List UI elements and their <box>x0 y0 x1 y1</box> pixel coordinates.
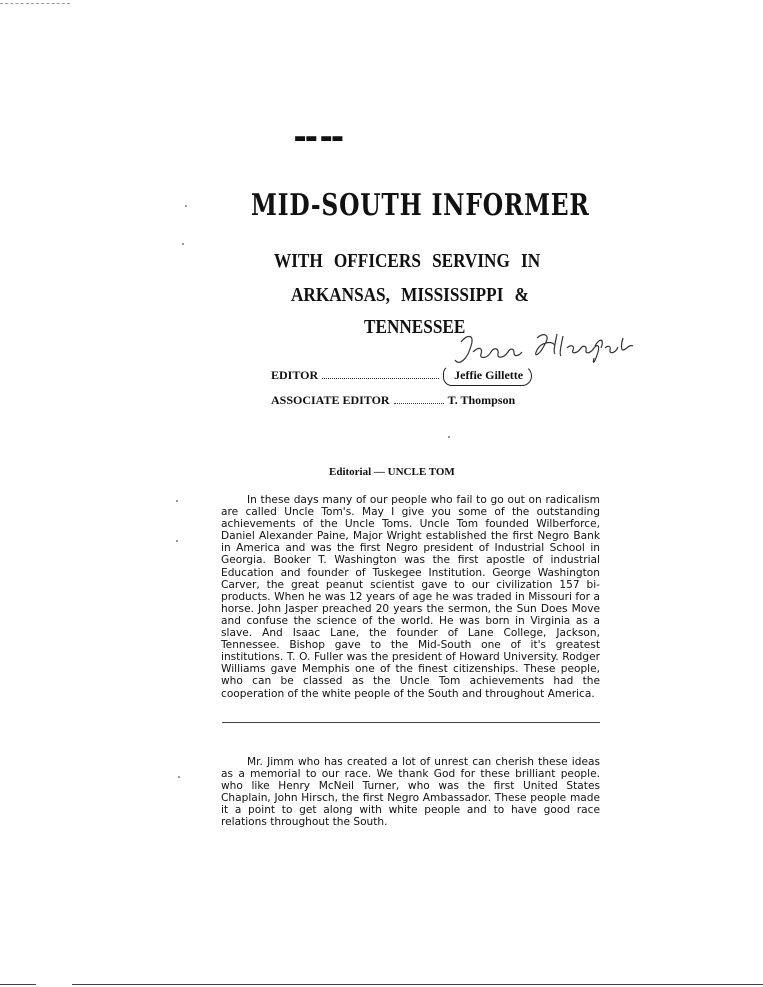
scan-edge-top <box>0 3 70 4</box>
subtitle-line-2: ARKANSAS, MISSISSIPPI & <box>291 284 529 306</box>
scan-strike-line <box>222 722 600 723</box>
editor-name: Jeffie Gillette <box>443 365 532 386</box>
editor-label: EDITOR <box>271 368 319 382</box>
subtitle-line-1: WITH OFFICERS SERVING IN <box>274 250 541 272</box>
associate-editor-line <box>271 393 515 408</box>
scan-speck <box>448 436 450 438</box>
editorial-paragraph-2: Mr. Jimm who has created a lot of unrest can cherish these ideas as a memorial to our race. We thank God for these brilliant people. who like Henry McNeil Turner, who was the first United States Chaplain, John Hirsch, the first Negro Ambassador. These people made it a point to get along with white people and to have good race relations throughout the South. <box>221 756 600 829</box>
scan-speck <box>176 500 178 502</box>
scan-edge-gap <box>36 982 72 987</box>
editorial-paragraph-1: In these days many of our people who fail to go out on radicalism are called Uncle Tom's. May I give you some of the outstanding achievements of the Uncle Toms. Uncle Tom founded Wilberforce, Daniel Alexander Paine, Major Wright established the first Negro Bank in America and was the first Negro president of Industrial School in Georgia. Booker T. Washington was the first apostle of industrial Education and founder of Tuskegee Institution. George Washington Carver, the great peanut scientist gave to our civilization 157 bi-products. When he was 12 years of age he was traded in Missouri for a horse. John Jasper preached 20 years the sermon, the Sun Does Move and confuse the science of the world. He was born in Virginia as a slave. And Isaac Lane, the founder of Lane College, Jackson, Tennessee. Bishop gave to the Mid-South one of it's greatest institutions. T. O. Fuller was the president of Howard University. Rodger Williams gave Memphis one of the finest citizenships. These people, who can be classed as the Uncle Tom achievements had the cooperation of the white people of the South and throughout America. <box>221 494 600 700</box>
scan-speck <box>185 205 187 207</box>
editorial-heading: Editorial — UNCLE TOM <box>329 466 455 478</box>
masthead-ornament: ▬▬ ▬▬ <box>294 131 343 146</box>
editor-line <box>271 365 532 386</box>
scan-speck <box>182 243 184 245</box>
scan-edge-bottom <box>0 984 763 985</box>
leader-dots <box>322 377 439 379</box>
scan-speck <box>178 776 180 778</box>
leader-dots <box>394 402 444 404</box>
associate-editor-label: ASSOCIATE EDITOR <box>271 393 390 407</box>
subtitle-line-3: TENNESSEE <box>364 316 466 338</box>
associate-editor-name: T. Thompson <box>447 393 516 407</box>
scan-speck <box>176 540 178 542</box>
newsletter-masthead: MID-SOUTH INFORMER <box>251 188 590 223</box>
